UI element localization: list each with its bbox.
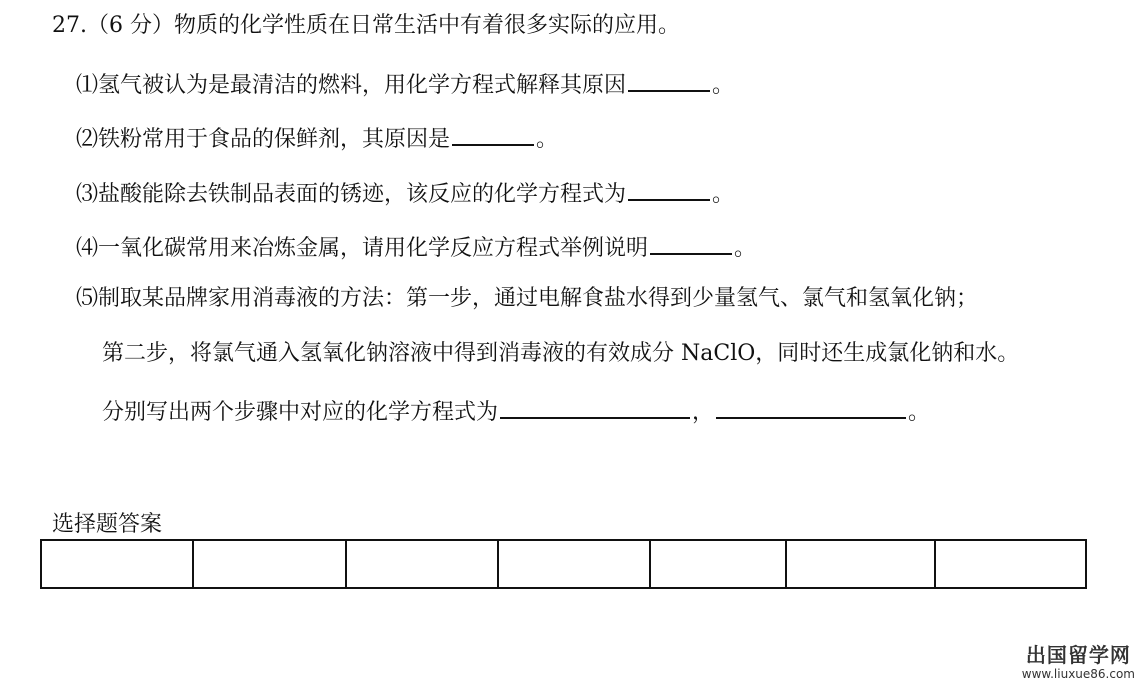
answer-cell[interactable] [498, 540, 650, 588]
watermark-url: www.liuxue86.com [1021, 667, 1135, 681]
answer-table [40, 539, 1087, 589]
answer-blank-5b[interactable] [716, 395, 906, 419]
answer-section-label: 选择题答案 [52, 512, 163, 537]
question-item-5-line-1: ⑸制取某品牌家用消毒液的方法：第一步，通过电解食盐水得到少量氢气、氯气和氢氧化钠； [76, 286, 979, 311]
item-2-end: 。 [536, 127, 559, 152]
watermark-title: 出国留学网 [1025, 643, 1131, 667]
item-5-separator: ， [692, 400, 715, 425]
answer-blank-1[interactable] [628, 68, 710, 92]
question-item-3 [76, 177, 734, 209]
item-3-text: ⑶盐酸能除去铁制品表面的锈迹，该反应的化学方程式为 [76, 182, 627, 207]
answer-blank-5a[interactable] [500, 395, 690, 419]
question-item-5-line-2: 第二步，将氯气通入氢氧化钠溶液中得到消毒液的有效成分 NaClO，同时还生成氯化钠和水。 [102, 341, 1020, 366]
answer-cell[interactable] [650, 540, 786, 588]
question-item-5-line-3 [102, 395, 930, 427]
answer-blank-4[interactable] [650, 231, 732, 255]
item-5-end: 。 [908, 400, 931, 425]
item-3-end: 。 [712, 182, 735, 207]
item-5-text: 分别写出两个步骤中对应的化学方程式为 [102, 400, 499, 425]
item-4-text: ⑷一氧化碳常用来冶炼金属，请用化学反应方程式举例说明 [76, 236, 649, 261]
answer-cell[interactable] [346, 540, 498, 588]
answer-row [41, 540, 1086, 588]
answer-cell[interactable] [935, 540, 1086, 588]
question-item-4 [76, 231, 756, 263]
question-item-1 [76, 68, 734, 100]
answer-cell[interactable] [193, 540, 346, 588]
item-4-end: 。 [734, 236, 757, 261]
answer-blank-3[interactable] [628, 177, 710, 201]
watermark-logo [1022, 643, 1135, 681]
answer-blank-2[interactable] [452, 122, 534, 146]
answer-cell[interactable] [41, 540, 193, 588]
item-1-text: ⑴氢气被认为是最清洁的燃料，用化学方程式解释其原因 [76, 73, 627, 98]
answer-cell[interactable] [786, 540, 935, 588]
item-1-end: 。 [712, 73, 735, 98]
item-2-text: ⑵铁粉常用于食品的保鲜剂，其原因是 [76, 127, 451, 152]
question-item-2 [76, 122, 558, 154]
question-title: 27.（6 分）物质的化学性质在日常生活中有着很多实际的应用。 [52, 13, 680, 38]
